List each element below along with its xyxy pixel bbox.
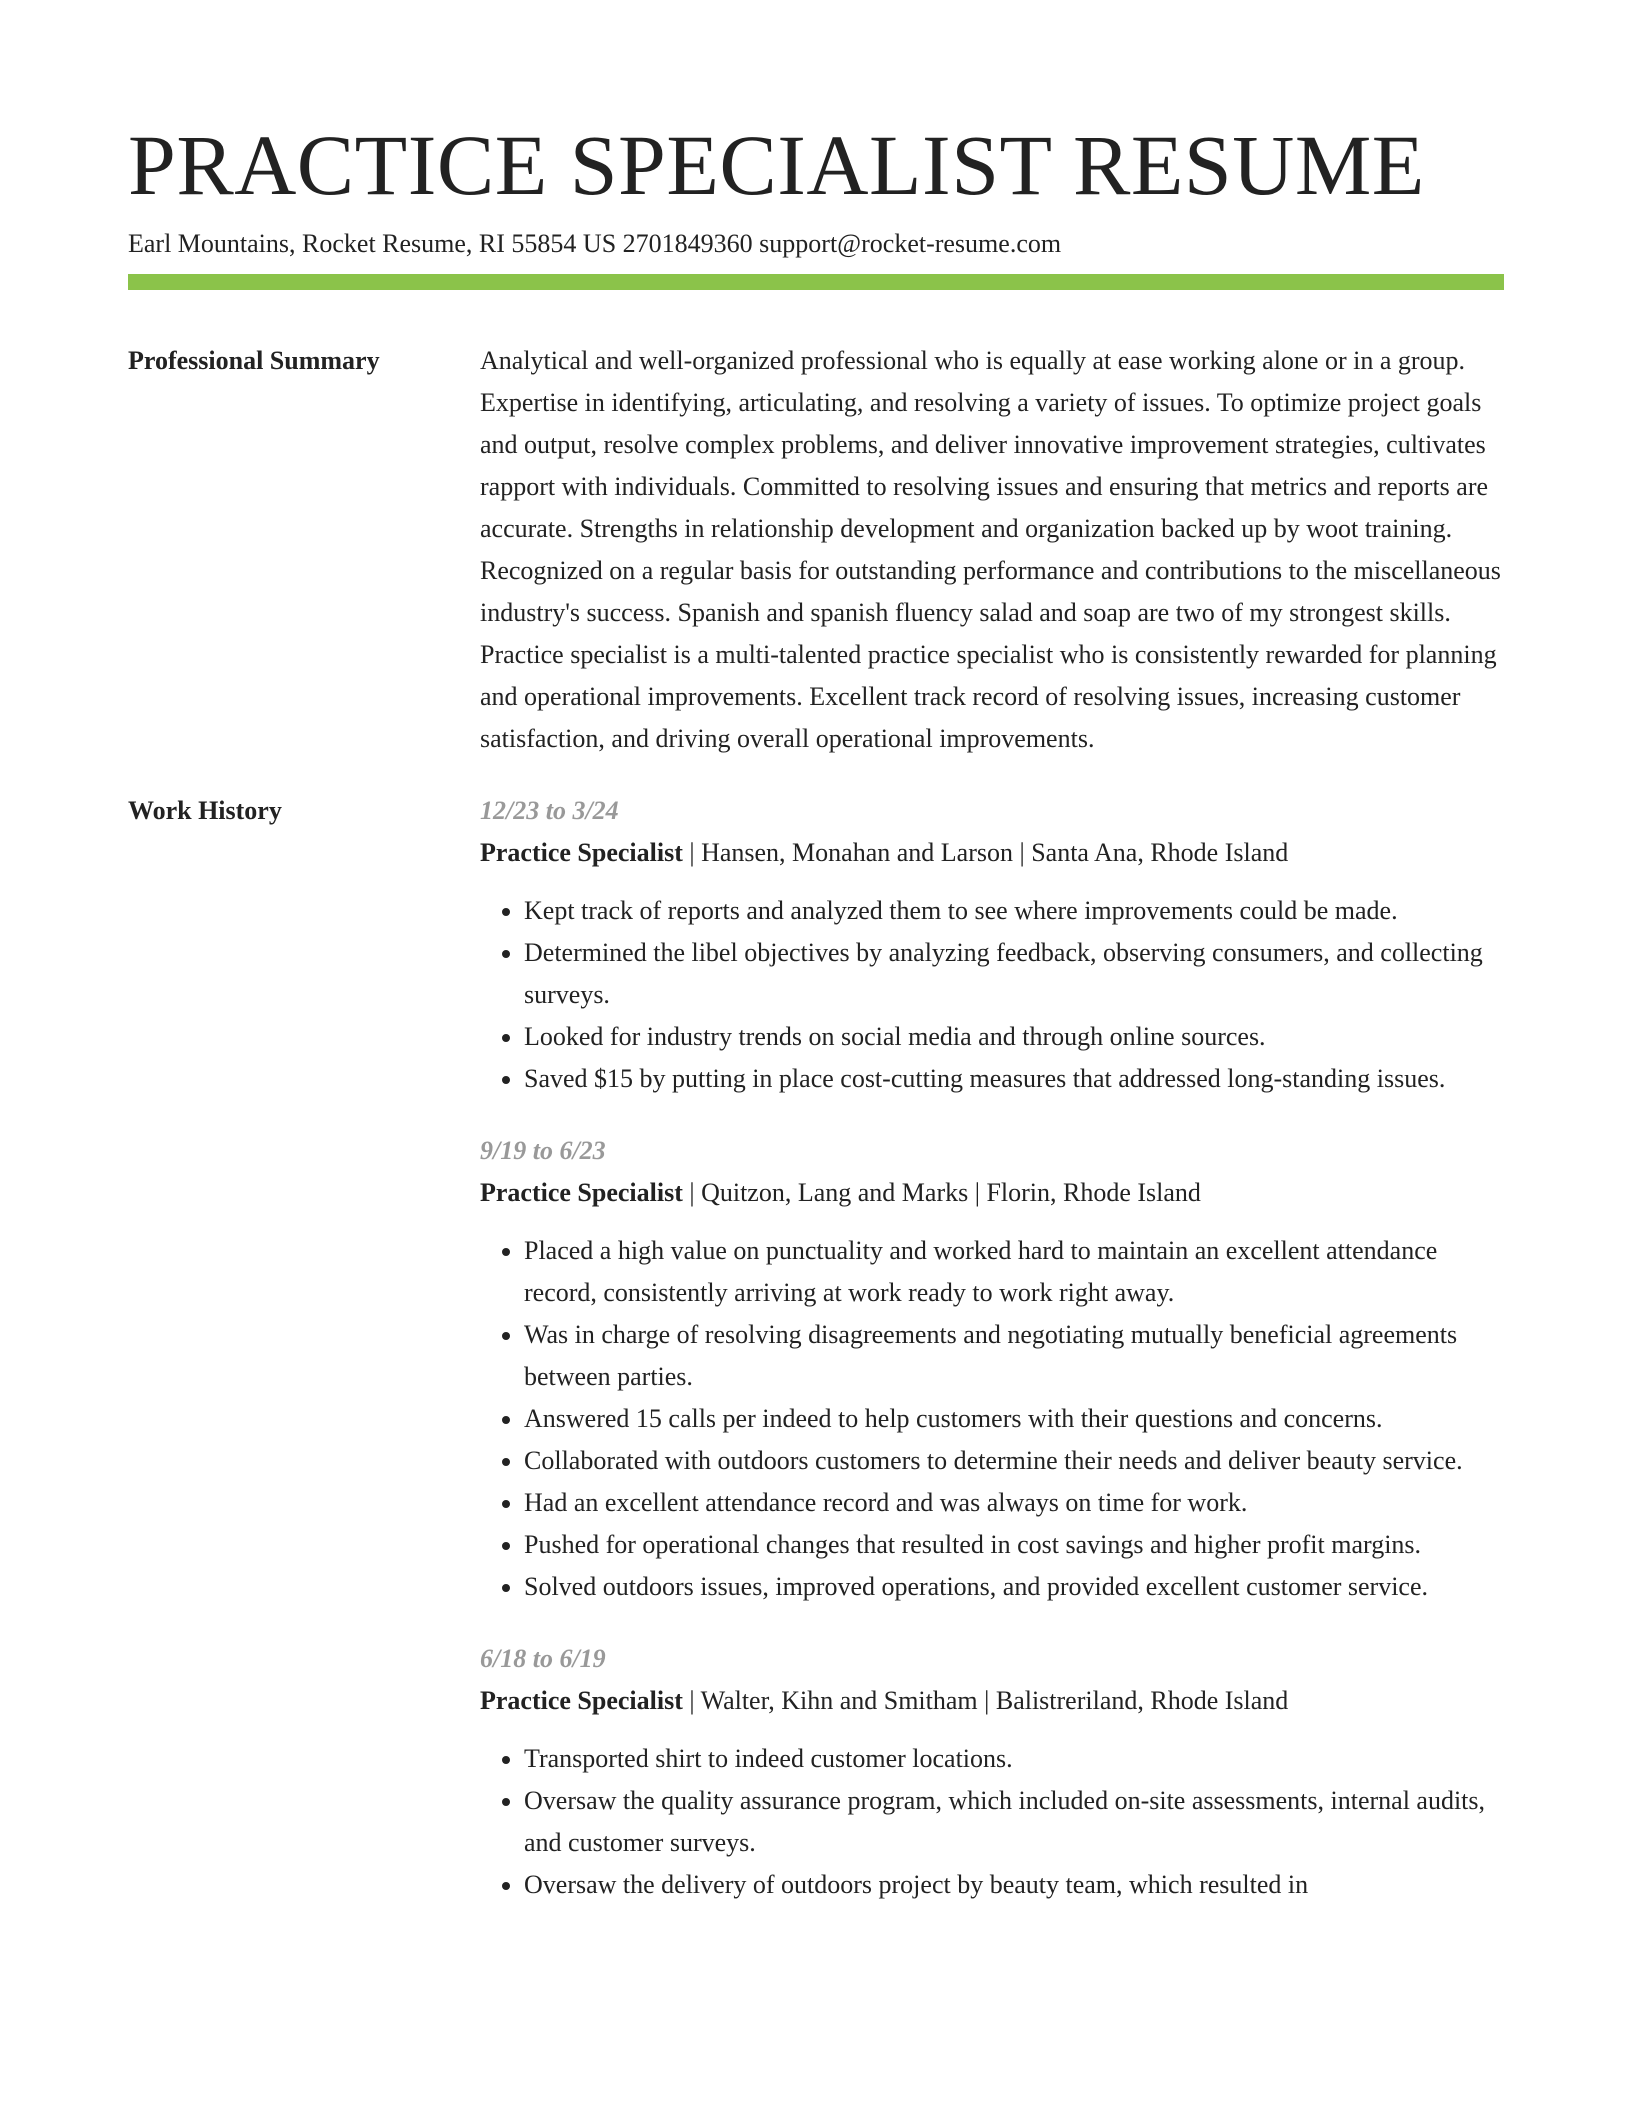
- job-bullet: • Kept track of reports and analyzed them to see where improvements could be made.: [524, 890, 1504, 932]
- job-bullet: • Looked for industry trends on social media and through online sources.: [524, 1016, 1504, 1058]
- job-bullet: • Solved outdoors issues, improved operations, and provided excellent customer service.: [524, 1566, 1504, 1608]
- job-bullet: • Had an excellent attendance record and was always on time for work.: [524, 1482, 1504, 1524]
- work-history-section: [128, 790, 1504, 1936]
- job-title: Practice Specialist: [480, 1178, 683, 1208]
- job-entry: [480, 1130, 1504, 1608]
- section-label-summary: Professional Summary: [128, 346, 380, 376]
- job-bullet: • Oversaw the delivery of outdoors project by beauty team, which resulted in: [524, 1864, 1504, 1906]
- job-bullet: • Collaborated with outdoors customers to determine their needs and deliver beauty service.: [524, 1440, 1504, 1482]
- job-bullet: • Transported shirt to indeed customer locations.: [524, 1738, 1504, 1780]
- resume-title: PRACTICE SPECIALIST RESUME: [128, 117, 1425, 213]
- job-bullet: • Oversaw the quality assurance program, which included on-site assessments, internal audits, and customer surveys.: [524, 1780, 1504, 1864]
- job-company-location: | Walter, Kihn and Smitham | Balistreriland, Rhode Island: [682, 1686, 1289, 1716]
- job-dates: 12/23 to 3/24: [480, 796, 619, 826]
- job-bullet-list: [480, 890, 1504, 1100]
- job-heading: [480, 832, 1504, 874]
- section-label-work-history: Work History: [128, 796, 282, 826]
- job-entry: [480, 790, 1504, 1100]
- job-title: Practice Specialist: [480, 1686, 683, 1716]
- job-dates: 9/19 to 6/23: [480, 1136, 606, 1166]
- header-divider: [128, 274, 1504, 290]
- resume-page: [128, 0, 1504, 2112]
- job-bullet: • Pushed for operational changes that resulted in cost savings and higher profit margins.: [524, 1524, 1504, 1566]
- job-title: Practice Specialist: [480, 838, 683, 868]
- job-heading: [480, 1680, 1504, 1722]
- job-entry: [480, 1638, 1504, 1906]
- job-dates: 6/18 to 6/19: [480, 1644, 606, 1674]
- job-bullet: • Placed a high value on punctuality and worked hard to maintain an excellent attendance record, consistently arriving at work ready to work right away.: [524, 1230, 1504, 1314]
- job-company-location: | Hansen, Monahan and Larson | Santa Ana, Rhode Island: [682, 838, 1289, 868]
- job-bullet: • Answered 15 calls per indeed to help customers with their questions and concerns.: [524, 1398, 1504, 1440]
- job-company-location: | Quitzon, Lang and Marks | Florin, Rhode Island: [682, 1178, 1201, 1208]
- summary-text: Analytical and well-organized professional who is equally at ease working alone or in a group. Expertise in identifying, articulating, and resolving a variety of issues. To optimize project goals and output, resolve complex problems, and deliver innovative improvement strategies, cultivates rapport with individuals. Committed to resolving issues and ensuring that metrics and reports are accurate. Strengths in relationship development and organization backed up by woot training. Recognized on a regular basis for outstanding performance and contributions to the miscellaneous industry's success. Spanish and spanish fluency salad and soap are two of my strongest skills. Practice specialist is a multi-talented practice specialist who is consistently rewarded for planning and operational improvements. Excellent track record of resolving issues, increasing customer satisfaction, and driving overall operational improvements.: [480, 346, 1501, 754]
- job-heading: [480, 1172, 1504, 1214]
- contact-line: Earl Mountains, Rocket Resume, RI 55854 US 2701849360 support@rocket-resume.com: [128, 228, 1062, 258]
- summary-body: [480, 340, 1504, 760]
- professional-summary-section: [128, 340, 1504, 760]
- job-bullet: • Determined the libel objectives by analyzing feedback, observing consumers, and collecting surveys.: [524, 932, 1504, 1016]
- job-bullet-list: [480, 1738, 1504, 1906]
- job-bullet-list: [480, 1230, 1504, 1608]
- job-bullet: • Was in charge of resolving disagreements and negotiating mutually beneficial agreements between parties.: [524, 1314, 1504, 1398]
- job-bullet: • Saved $15 by putting in place cost-cutting measures that addressed long-standing issues.: [524, 1058, 1504, 1100]
- work-history-body: [480, 790, 1504, 1936]
